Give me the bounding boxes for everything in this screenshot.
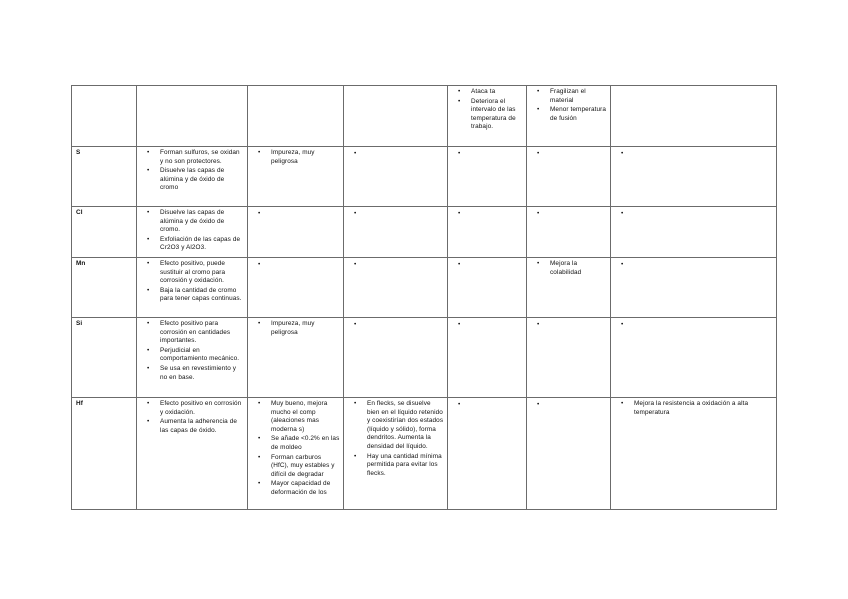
- bullet-list: [141, 209, 244, 253]
- list-item: • Se añade <0.2% en las de moldeo: [271, 435, 340, 452]
- table-cell: [527, 86, 611, 147]
- table-cell: [248, 258, 344, 318]
- list-item: • Aumenta la adherencia de las capas de óxido.: [160, 418, 244, 435]
- table-row: [72, 258, 777, 318]
- table-cell: [611, 258, 777, 318]
- list-item: • Mejora la resistencia a oxidación a alta temperatura: [634, 400, 773, 417]
- table-row: [72, 398, 777, 510]
- list-item: • Perjudicial en comportamiento mecánico.: [160, 347, 244, 364]
- table-row: [72, 318, 777, 398]
- table-cell: [137, 207, 248, 258]
- list-item: • Fragilizan el material: [550, 88, 607, 105]
- table-row: [72, 86, 777, 147]
- table-cell: [448, 207, 527, 258]
- bullet-list: [348, 400, 444, 478]
- bullet-list: [252, 400, 340, 498]
- list-item: • Impureza, muy peligrosa: [271, 149, 340, 166]
- table-cell: [344, 207, 448, 258]
- table-cell: [248, 86, 344, 147]
- list-item: • Baja la cantidad de cromo para tener capas continuas.: [160, 287, 244, 304]
- element-cell: [72, 86, 137, 147]
- list-item: • Menor temperatura de fusión: [550, 106, 607, 123]
- list-item: • Efecto positivo en corrosión y oxidación.: [160, 400, 244, 417]
- table-cell: [527, 318, 611, 398]
- table-cell: [611, 398, 777, 510]
- table-cell: [527, 258, 611, 318]
- table-cell: [448, 86, 527, 147]
- table-row: [72, 147, 777, 207]
- table-cell: [611, 318, 777, 398]
- list-item: • En flecks, se disuelve bien en el líquido retenido y coexistirían dos estados (líquido y sólido), forma dendritos. Aumenta la densidad del líquido.: [367, 400, 444, 452]
- table-cell: [527, 207, 611, 258]
- table-cell: [448, 258, 527, 318]
- table-cell: [527, 398, 611, 510]
- bullet-list: [252, 149, 340, 166]
- list-item: • Mayor capacidad de deformación de los: [271, 480, 340, 497]
- list-item: • Se usa en revestimiento y no en base.: [160, 365, 244, 382]
- table-cell: [248, 398, 344, 510]
- bullet-list: [252, 320, 340, 337]
- bullet-list: [452, 88, 523, 132]
- table-cell: [611, 86, 777, 147]
- bullet-list: [141, 400, 244, 435]
- element-cell: Cl: [72, 207, 137, 258]
- list-item: • Mejora la colabilidad: [550, 260, 607, 277]
- table-cell: [137, 318, 248, 398]
- table-cell: [137, 147, 248, 207]
- bullet-list: [141, 149, 244, 193]
- list-item: • Hay una cantidad mínima permitida para evitar los flecks.: [367, 453, 444, 479]
- table-cell: [448, 147, 527, 207]
- list-item: • Muy bueno, mejora mucho el comp (aleaciones mas moderna s): [271, 400, 340, 434]
- bullet-list: [615, 400, 773, 417]
- table-cell: [137, 86, 248, 147]
- table-cell: [344, 147, 448, 207]
- table-cell: [137, 398, 248, 510]
- element-cell: Mn: [72, 258, 137, 318]
- list-item: • Forman carburos (HfC), muy estables y difícil de degradar: [271, 454, 340, 480]
- element-cell: S: [72, 147, 137, 207]
- list-item: • Efecto positivo, puede sustituir al cromo para corrosión y oxidación.: [160, 260, 244, 286]
- table-cell: [611, 207, 777, 258]
- table-cell: [611, 147, 777, 207]
- element-cell: Hf: [72, 398, 137, 510]
- list-item: • Disuelve las capas de alúmina y de óxido de cromo.: [160, 209, 244, 235]
- table-cell: [137, 258, 248, 318]
- list-item: • Efecto positivo para corrosión en cantidades importantes.: [160, 320, 244, 346]
- bullet-list: [141, 320, 244, 382]
- table-row: [72, 207, 777, 258]
- list-item: • Forman sulfuros, se oxidan y no son protectores.: [160, 149, 244, 166]
- list-item: • Exfoliación de las capas de Cr2O3 y Al2O3.: [160, 236, 244, 253]
- element-cell: Si: [72, 318, 137, 398]
- list-item: • Deteriora el intervalo de las temperatura de trabajo.: [471, 98, 523, 132]
- table-cell: [248, 147, 344, 207]
- list-item: • Ataca ta: [471, 88, 523, 97]
- bullet-list: [141, 260, 244, 304]
- table-cell: [344, 398, 448, 510]
- table-cell: [527, 147, 611, 207]
- list-item: • Disuelve las capas de alúmina y de óxido de cromo: [160, 167, 244, 193]
- table-cell: [448, 398, 527, 510]
- list-item: • Impureza, muy peligrosa: [271, 320, 340, 337]
- table-cell: [344, 86, 448, 147]
- table-cell: [448, 318, 527, 398]
- bullet-list: [531, 88, 607, 123]
- table-cell: [344, 258, 448, 318]
- table-cell: [344, 318, 448, 398]
- properties-table: [71, 85, 777, 510]
- bullet-list: [531, 260, 607, 277]
- table-cell: [248, 318, 344, 398]
- table-cell: [248, 207, 344, 258]
